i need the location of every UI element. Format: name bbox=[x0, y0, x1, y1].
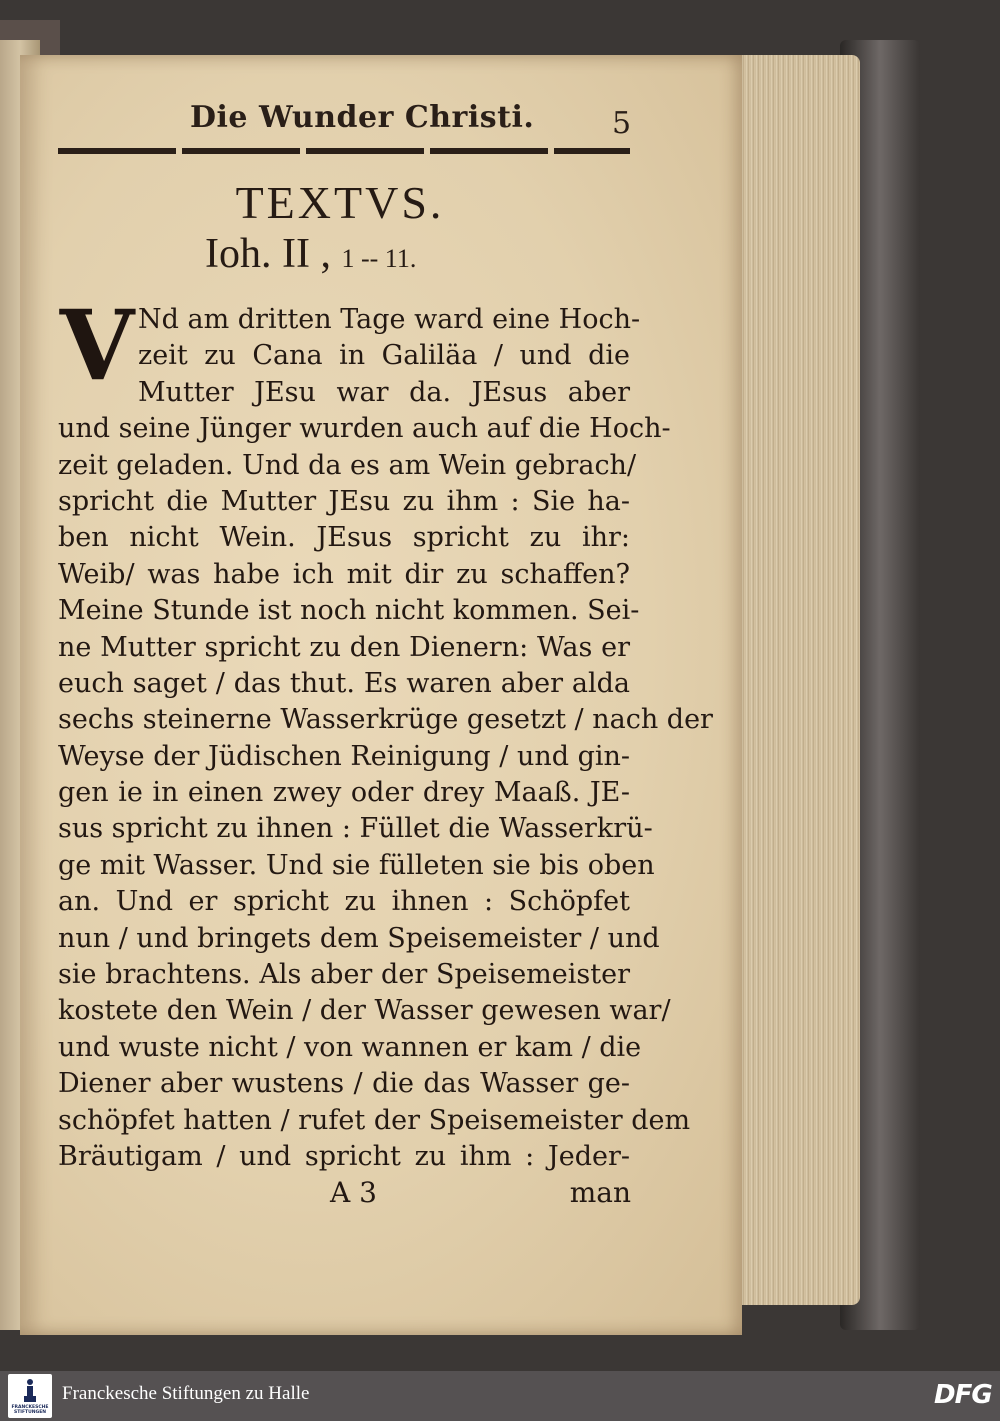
text-line: und seine Jünger wurden auch auf die Hoch- bbox=[58, 413, 671, 445]
text-line: Diener aber wustens / die das Wasser ge- bbox=[58, 1068, 630, 1100]
scripture-reference bbox=[205, 230, 505, 278]
text-line: kostete den Wein / der Wasser gewesen war/ bbox=[58, 995, 671, 1027]
footer-caption: Franckesche Stiftungen zu Halle bbox=[62, 1383, 310, 1404]
catchword: man bbox=[569, 1176, 631, 1209]
text-line: schöpfet hatten / rufet der Speisemeister dem bbox=[58, 1104, 691, 1136]
text-line: und wuste nicht / von wannen er kam / die bbox=[58, 1031, 642, 1063]
drop-initial: V bbox=[59, 289, 135, 402]
text-line: Mutter JEsu war da. JEsus aber bbox=[138, 376, 630, 408]
header-rule bbox=[58, 148, 630, 154]
text-line: euch saget / das thut. Es waren aber alda bbox=[58, 667, 630, 699]
text-line: nun / und bringets dem Speisemeister / und bbox=[58, 922, 660, 954]
body-text bbox=[58, 289, 713, 1175]
reference-book: Ioh. II , bbox=[205, 231, 331, 277]
text-line: spricht die Mutter JEsu zu ihm : Sie ha- bbox=[58, 485, 630, 517]
signature-mark: A 3 bbox=[330, 1176, 377, 1209]
running-head: Die Wunder Christi. bbox=[190, 100, 535, 135]
logo-figure-icon bbox=[22, 1378, 38, 1404]
dfg-logo: DFG bbox=[934, 1380, 992, 1410]
reference-verses: 1 -- 11. bbox=[341, 244, 417, 273]
text-line: Meine Stunde ist noch nicht kommen. Sei- bbox=[58, 595, 640, 627]
text-line: Nd am dritten Tage ward eine Hoch- bbox=[138, 304, 641, 335]
text-line: Weib/ was habe ich mit dir zu schaffen? bbox=[58, 558, 630, 590]
text-line: an. Und er spricht zu ihnen : Schöpfet bbox=[58, 886, 630, 918]
page-stack-edge bbox=[735, 55, 860, 1305]
page-number: 5 bbox=[612, 106, 632, 141]
logo-text: FRANCKESCHE STIFTUNGEN bbox=[11, 1405, 49, 1415]
text-line: sus spricht zu ihnen : Füllet die Wasserkrü- bbox=[58, 813, 653, 845]
text-line: Weyse der Jüdischen Reinigung / und gin- bbox=[58, 740, 631, 772]
text-heading: TEXTVS. bbox=[235, 177, 445, 228]
institution-logo bbox=[8, 1374, 52, 1418]
text-line: sie brachtens. Als aber der Speisemeister bbox=[58, 959, 630, 991]
text-line: Bräutigam / und spricht zu ihm : Jeder- bbox=[58, 1140, 630, 1172]
text-line: sechs steinerne Wasserkrüge gesetzt / nach der bbox=[58, 704, 713, 736]
text-line: zeit zu Cana in Galiläa / und die bbox=[138, 340, 630, 372]
text-line: ge mit Wasser. Und sie fülleten sie bis oben bbox=[58, 849, 655, 881]
text-line: ne Mutter spricht zu den Dienern: Was er bbox=[58, 631, 630, 663]
text-line: zeit geladen. Und da es am Wein gebrach/ bbox=[58, 449, 637, 481]
text-line: gen ie in einen zwey oder drey Maaß. JE- bbox=[58, 777, 630, 809]
viewer-footer bbox=[0, 1371, 1000, 1421]
text-line: ben nicht Wein. JEsus spricht zu ihr: bbox=[58, 522, 630, 554]
